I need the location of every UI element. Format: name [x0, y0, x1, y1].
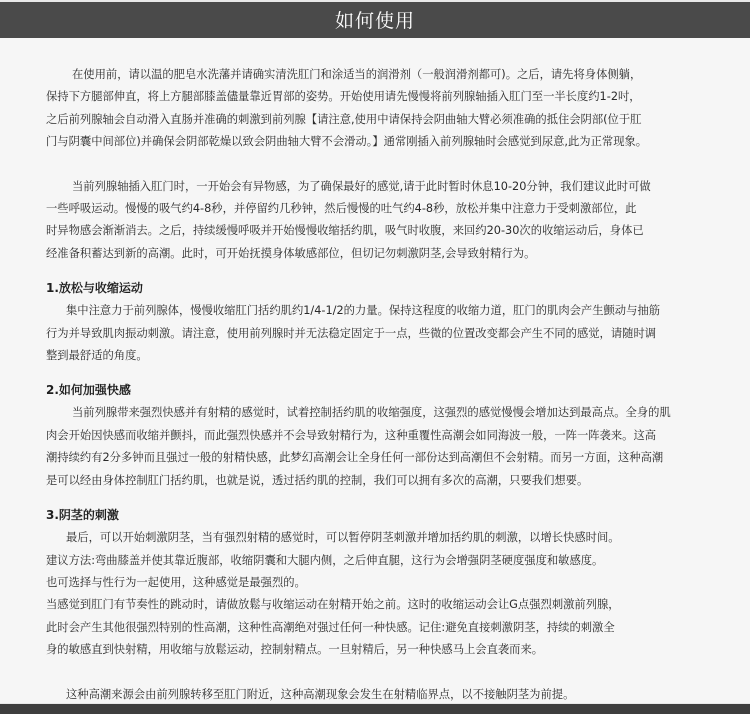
text-line: 潮持续约有2分多钟而且强过一般的射精快感，此梦幻高潮会让全身任何一部份达到高潮但不会射精。而另一方面，这种高潮: [46, 451, 664, 465]
text-line: 之后前列腺轴会自动滑入直肠并准确的刺激到前列腺【请注意,使用中请保持会阴曲轴大臂必须准确的抵住会阴部(位于肛: [46, 112, 642, 126]
page-header: [0, 0, 750, 38]
text-line: 一些呼吸运动。慢慢的吸气约4-8秒，并停留约几秒钟，然后慢慢的吐气约4-8秒，放松并集中注意力于受刺激部位，此: [46, 202, 637, 216]
page-title: 如何使用: [334, 10, 415, 32]
text-line: 最后，可以开始刺激阴茎，当有强烈射精的感觉时，可以暂停阴茎刺激并增加括约肌的刺激，以增长快感时间。: [66, 531, 620, 545]
text-line: 集中注意力于前列腺体，慢慢收缩肛门括约肌约1/4-1/2的力量。保持这程度的收缩力道，肛门的肌肉会产生颤动与抽筋: [66, 304, 660, 318]
text-line: 肉会开始因快感而收缩并颤抖，而此强烈快感并不会导致射精行为，这种重覆性高潮会如同海波一般，一阵一阵袭来。这高: [46, 428, 657, 442]
text-line: 身的敏感直到快射精，用收缩与放鬆运动，控制射精点。一旦射精后，另一种快感马上会直袭而来。: [46, 643, 544, 657]
intro-paragraph-1: [46, 64, 696, 154]
text-line: 当前列腺轴插入肛门时，一开始会有异物感，为了确保最好的感觉,请于此时暂时休息10-20分钟，我们建议此时可做: [72, 179, 651, 193]
text-line: 这种高潮来源会由前列腺转移至肛门附近，这种高潮现象会发生在射精临界点，以不接触阴茎为前提。: [66, 687, 575, 701]
text-line: 是可以经由身体控制肛门括约肌，也就是说，透过括约肌的控制，我们可以拥有多次的高潮，只要我们想要。: [46, 473, 589, 487]
text-line: 建议方法:弯曲膝盖并使其靠近腹部，收缩阴囊和大腿内侧，之后伸直腿，这行为会增强阴茎硬度强度和敏感度。: [46, 553, 604, 567]
footer-bar: [0, 703, 750, 714]
section-paragraph: [46, 300, 696, 367]
instructions-body: [46, 64, 696, 706]
section-relax-contract: [46, 276, 696, 367]
text-line: 经准备积蓄达到新的高潮。此时，可开始抚摸身体敏感部位，但切记勿刺激阴茎,会导致射精行为。: [46, 246, 536, 260]
text-line: 此时会产生其他很强烈特别的性高潮，这种性高潮绝对强过任何一种快感。记住:避免直接刺激阴茎，持续的刺激全: [46, 620, 615, 634]
section-title: 3.阴茎的刺激: [46, 508, 119, 523]
text-line: 在使用前，请以温的肥皂水洗藩并请确实清洗肛门和涂适当的润滑剂（一般润滑剂都可)。之后，请先将身体侧躺，: [72, 68, 642, 81]
section-paragraph: [46, 402, 696, 492]
text-line: 也可选择与性行为一起使用，这种感觉是最强烈的。: [46, 575, 306, 589]
text-line: 行为并导致肌肉振动刺激。请注意，使用前列腺时并无法稳定固定于一点，些微的位置改变都会产生不同的感觉，请随时调: [46, 326, 657, 340]
section-title: 1.放松与收缩运动: [46, 281, 143, 296]
section-paragraph: [46, 527, 696, 661]
text-line: 时异物感会渐渐消去。之后，持续缓慢呼吸并开始慢慢收缩括约肌，吸气时收腹，来回约20-30次的收缩运动后，身体已: [46, 224, 644, 238]
section-stimulation: [46, 503, 696, 661]
section-title: 2.如何加强快感: [46, 383, 131, 398]
section-enhance-pleasure: [46, 378, 696, 492]
intro-paragraph-2: [46, 176, 696, 266]
text-line: 当感觉到肛门有节奏性的跳动时，请做放鬆与收缩运动在射精开始之前。这时的收缩运动会让G点强烈刺激前列腺，: [46, 598, 620, 612]
text-line: 门与阴囊中间部位)并确保会阴部乾燥以致会阴曲轴大臂不会滑动。】通常刚插入前列腺轴时会感觉到尿意,此为正常现象。: [46, 135, 648, 149]
text-line: 整到最舒适的角度。: [46, 349, 148, 363]
text-line: 保持下方腿部伸直，将上方腿部膝盖儘量靠近胃部的姿势。开始使用请先慢慢将前列腺轴插入肛门至一半长度约1-2吋，: [46, 90, 641, 104]
text-line: 当前列腺带来强烈快感并有射精的感觉时，试着控制括约肌的收缩强度，这强烈的感觉慢慢会增加达到最高点。全身的肌: [72, 406, 671, 420]
